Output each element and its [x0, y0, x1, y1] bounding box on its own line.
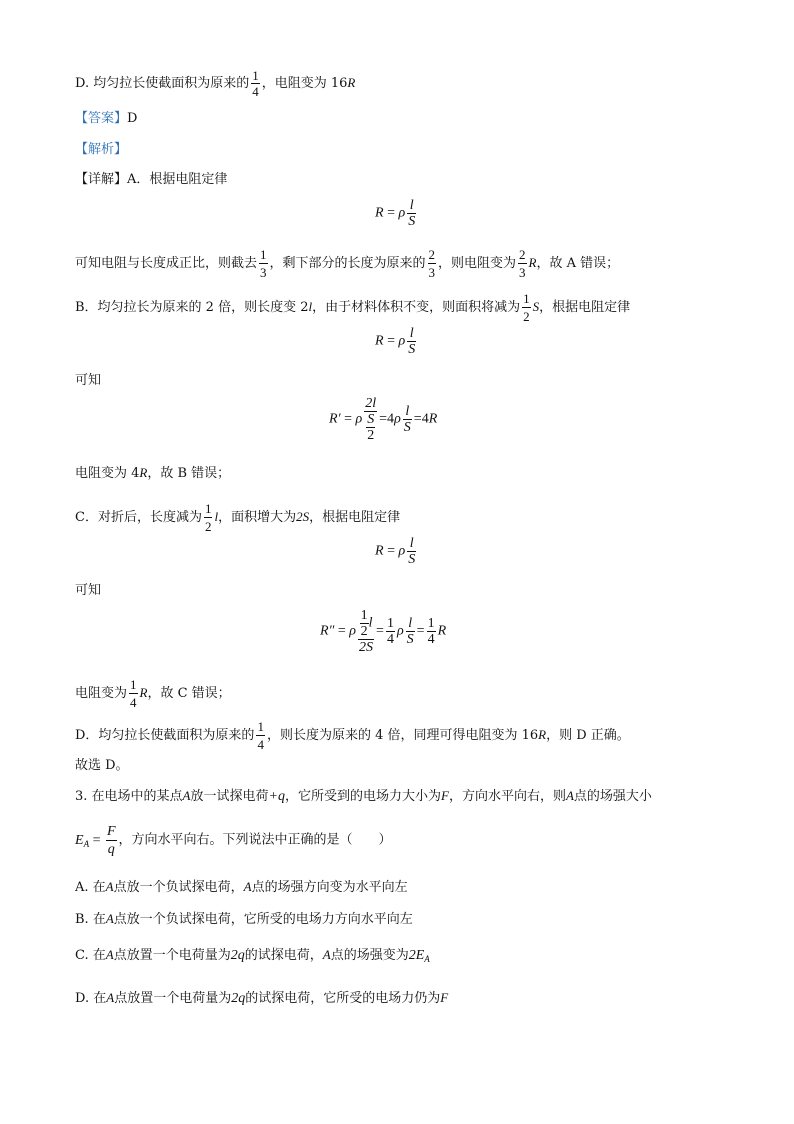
denominator: 4: [427, 632, 435, 647]
variable: l: [308, 299, 313, 314]
result-b: [75, 464, 230, 483]
text: 电阻变为: [75, 686, 128, 701]
choose-line: [75, 757, 129, 775]
fraction: [106, 823, 117, 858]
text: C．对折后，长度减为: [75, 510, 202, 525]
formula-lhs: R″: [320, 623, 335, 639]
text: 放一试探电荷: [190, 789, 269, 804]
text: ，剩下部分的长度为原来的: [269, 256, 426, 271]
text: ，根据电阻定律: [539, 300, 631, 315]
numerator: 1: [130, 677, 137, 692]
variable: l: [368, 615, 373, 631]
analysis-c: [75, 500, 400, 535]
variable: 2E: [408, 948, 425, 963]
variable: A: [105, 947, 114, 962]
formula-lhs: R: [375, 543, 384, 559]
text: 故选 D。: [75, 758, 129, 773]
q3-option-b: [75, 910, 413, 929]
text: 点的场强变为: [330, 948, 409, 963]
denominator: 4: [257, 737, 264, 752]
fraction: [407, 326, 416, 357]
variable: R: [528, 255, 537, 270]
numerator: 2: [428, 247, 436, 262]
fraction: [518, 246, 527, 281]
kezhi-2: [75, 582, 101, 600]
formula-b: [329, 396, 437, 443]
variable: l: [214, 509, 219, 524]
fraction: [522, 290, 531, 325]
formula-eq: =: [383, 543, 399, 559]
field-formula: [409, 948, 430, 963]
text: C. 在: [75, 948, 106, 963]
formula-rho: ρ: [398, 543, 406, 559]
formula-rhs: R: [428, 411, 438, 427]
formula-eq: =: [340, 411, 356, 427]
answer-line: [75, 110, 137, 128]
numerator: 1: [386, 616, 394, 631]
formula-rhs: R: [437, 623, 447, 639]
text: ，面积增大为: [218, 510, 297, 525]
text: B．均匀拉长为原来的 2 倍，则长度变 2: [75, 300, 309, 315]
fraction: [251, 68, 260, 99]
denominator: S: [406, 632, 414, 647]
numerator: l: [407, 198, 416, 214]
fraction: [204, 500, 213, 535]
formula-eq: =: [383, 333, 399, 349]
text: 点的场强大小: [573, 789, 652, 804]
text: D．均匀拉长使截面积为原来的: [75, 728, 255, 743]
text: ，故 B 错误；: [147, 466, 231, 481]
compound-fraction: [364, 396, 377, 443]
numerator: l: [407, 326, 416, 342]
subscript: A: [424, 954, 430, 964]
numerator: 1: [523, 291, 530, 306]
denominator: 4: [130, 695, 137, 710]
formula-c: [320, 608, 446, 655]
variable: R: [139, 465, 148, 480]
denominator: 3: [428, 265, 436, 280]
fraction: [406, 616, 415, 647]
text: ，根据电阻定律: [309, 510, 401, 525]
numerator: 1: [252, 68, 259, 83]
text: ，故 A 错误；: [536, 256, 620, 271]
fraction: [407, 536, 416, 567]
variable: R: [139, 685, 148, 700]
text: 3. 在电场中的某点: [75, 789, 183, 804]
detail-label: 【详解】: [75, 172, 128, 187]
text: 点放一个负试探电荷，: [113, 880, 244, 895]
text: 点放置一个电荷量为: [113, 948, 231, 963]
q3-option-c: [75, 946, 430, 968]
variable: S: [532, 299, 540, 314]
formula-eq: =: [383, 205, 399, 221]
q3-stem-line1: [75, 787, 652, 806]
subscript: A: [83, 838, 90, 849]
text: ，则 D 正确。: [546, 728, 630, 743]
text: ，则电阻变为: [438, 256, 517, 271]
text: ，由于材料体积不变，则面积将减为: [312, 300, 521, 315]
variable: R: [538, 727, 547, 742]
formula-eq: =: [89, 832, 104, 848]
text: 可知电阻与长度成正比，则截去: [75, 256, 258, 271]
text: 点的场强方向变为水平向左: [251, 880, 408, 895]
formula-rho: ρ: [398, 205, 406, 221]
answer-value: D: [127, 111, 138, 126]
formula-eq: =4: [379, 411, 395, 427]
fraction: [428, 246, 437, 281]
fraction: [386, 616, 395, 647]
numerator: [358, 608, 374, 640]
text: A. 在: [75, 880, 106, 895]
analysis-b: [75, 290, 630, 325]
text: 点放置一个电荷量为: [114, 991, 232, 1006]
text: ，则长度为原来的 4 倍，同理可得电阻变为 16: [266, 728, 539, 743]
result-c: [75, 676, 231, 711]
text: B. 在: [75, 912, 106, 927]
variable: A: [105, 911, 114, 926]
formula-resistance-3: [375, 536, 418, 567]
compound-fraction: [358, 608, 374, 655]
denominator: 4: [386, 632, 394, 647]
text: ，它所受到的电场力大小为: [284, 789, 441, 804]
fraction: [129, 676, 138, 711]
variable: F: [440, 788, 449, 803]
denominator: 3: [519, 265, 526, 280]
numerator: F: [106, 824, 116, 839]
text: ，方向水平向右，则: [448, 789, 566, 804]
denominator: 2: [360, 624, 368, 639]
denominator: 2: [367, 428, 375, 443]
denominator: S: [408, 552, 416, 567]
text: ，方向水平向右。下列说法中正确的是（ ）: [118, 832, 392, 848]
variable: R: [347, 75, 356, 90]
denominator: S: [408, 214, 416, 229]
denominator: [364, 412, 377, 443]
text: 电阻变为 4: [75, 466, 140, 481]
formula-rho: ρ: [398, 333, 406, 349]
text: D. 在: [75, 991, 107, 1006]
numerator: l: [403, 404, 412, 420]
numerator: 1: [260, 247, 267, 262]
text: 的试探电荷，: [244, 948, 323, 963]
numerator: l: [406, 616, 415, 632]
variable: E: [75, 832, 84, 848]
denominator: 2S: [359, 640, 374, 655]
denominator: S: [403, 420, 411, 435]
variable: A: [106, 990, 115, 1005]
answer-label: 【答案】: [75, 111, 128, 126]
q2-option-d: [75, 68, 355, 99]
analysis-line: [75, 141, 127, 159]
denominator: 4: [252, 84, 259, 99]
analysis-label: 【解析】: [75, 142, 128, 157]
formula-rho: ρ: [355, 411, 363, 427]
formula-rho: ρ: [396, 623, 404, 639]
fraction: [259, 246, 268, 281]
option-text: D. 均匀拉长使截面积为原来的: [75, 76, 250, 91]
denominator: 2: [523, 309, 530, 324]
text: 可知: [75, 583, 102, 598]
inner-fraction: [366, 412, 375, 443]
formula-lhs: R′: [329, 411, 341, 427]
detail-line: [75, 171, 227, 189]
numerator: S: [367, 412, 375, 427]
denominator: 2: [204, 519, 212, 534]
option-text: ，电阻变为 16: [261, 76, 348, 91]
q3-stem-line2: [75, 823, 392, 858]
field-formula: [75, 824, 119, 857]
text: 点放一个负试探电荷，它所受的电场力方向水平向左: [113, 912, 413, 927]
variable: 2q: [231, 991, 246, 1006]
variable: A: [182, 788, 191, 803]
variable: +q: [268, 789, 285, 804]
text: ，故 C 错误；: [147, 686, 231, 701]
fraction: [407, 198, 416, 229]
formula-rho: ρ: [349, 623, 357, 639]
analysis-d: [75, 718, 630, 753]
formula-lhs: R: [375, 333, 384, 349]
fraction: [403, 404, 412, 435]
variable: A: [322, 947, 331, 962]
formula-eq: =: [416, 623, 425, 639]
formula-resistance-2: [375, 326, 418, 357]
numerator: 1: [204, 501, 212, 516]
q3-option-a: [75, 878, 408, 897]
numerator: 1: [257, 719, 264, 734]
q3-option-d: [75, 989, 448, 1008]
variable: F: [440, 990, 449, 1005]
kezhi-1: [75, 372, 101, 390]
inner-fraction: [360, 608, 369, 639]
numerator: 2l: [365, 396, 377, 411]
formula-rho: ρ: [394, 411, 401, 427]
denominator: q: [107, 842, 115, 857]
formula-lhs: R: [375, 205, 384, 221]
text: 的试探电荷，它所受的电场力仍为: [245, 991, 441, 1006]
numerator: 2: [519, 247, 526, 262]
numerator: l: [407, 536, 416, 552]
formula-eq: =: [334, 623, 350, 639]
text: 可知: [75, 373, 102, 388]
variable: A: [243, 879, 252, 894]
numerator: 1: [427, 616, 435, 631]
denominator: S: [408, 342, 416, 357]
formula-resistance-1: [375, 198, 418, 229]
denominator: 3: [260, 265, 267, 280]
variable: 2q: [230, 948, 245, 963]
numerator: 1: [360, 608, 368, 623]
formula-eq: =: [376, 623, 384, 639]
analysis-a: [75, 246, 619, 281]
fraction: [256, 718, 265, 753]
variable: 2S: [296, 509, 310, 524]
formula-eq: =4: [413, 411, 429, 427]
variable: A: [105, 879, 114, 894]
fraction: [427, 616, 436, 647]
variable: A: [565, 788, 574, 803]
detail-text: A．根据电阻定律: [127, 172, 228, 187]
